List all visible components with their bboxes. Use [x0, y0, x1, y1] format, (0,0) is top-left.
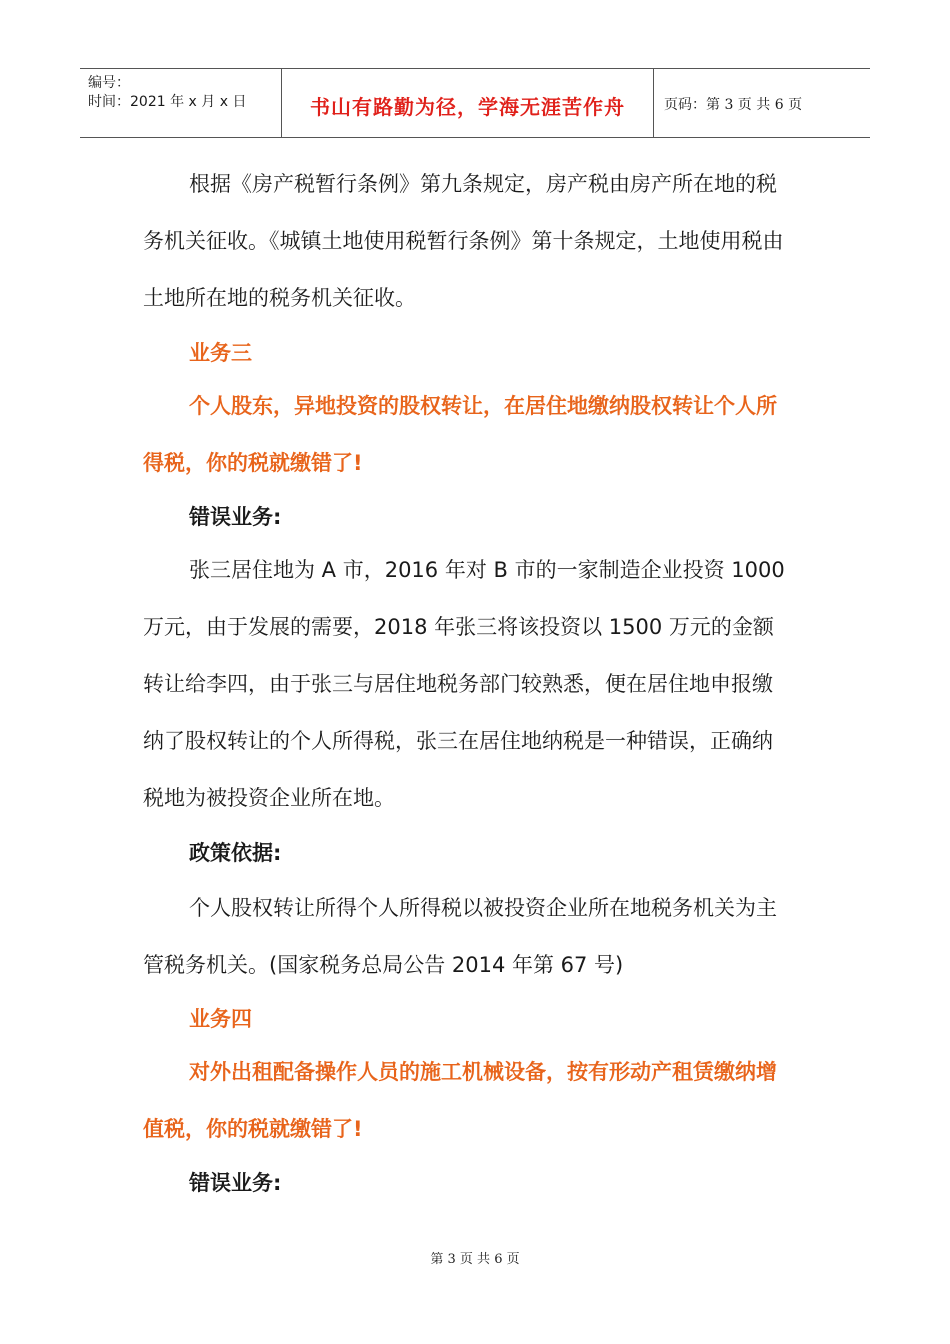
section-title-business-3: 业务三: [189, 341, 252, 365]
header-page-info: 页码：第 3 页 共 6 页: [664, 97, 803, 113]
wrong-business-label-1: 错误业务:: [189, 505, 282, 529]
paragraph-policy: 个人股权转让所得个人所得税以被投资企业所在地税务机关为主管税务机关。(国家税务总局公告 2014 年第 67 号): [143, 896, 777, 977]
paragraph-tax-collection: 根据《房产税暂行条例》第九条规定，房产税由房产所在地的税务机关征收。《城镇土地使用税暂行条例》第十条规定，土地使用税由土地所在地的税务机关征收。: [143, 172, 784, 310]
header-page-cell: [654, 69, 870, 137]
header-motto: 书山有路勤为径，学海无涯苦作舟: [310, 95, 625, 119]
document-header: [80, 68, 870, 138]
document-time-label: 时间：2021 年 x 月 x 日: [88, 94, 247, 110]
headline-business-4: 对外出租配备操作人员的施工机械设备，按有形动产租赁缴纳增值税，你的税就缴错了!: [143, 1060, 777, 1141]
document-number-label: 编号：: [88, 75, 130, 91]
wrong-business-label-2: 错误业务:: [189, 1171, 282, 1195]
page-footer: 第 3 页 共 6 页: [430, 1252, 520, 1267]
header-motto-cell: [282, 69, 654, 137]
header-meta-cell: [80, 69, 282, 137]
headline-business-3: 个人股东，异地投资的股权转让，在居住地缴纳股权转让个人所得税，你的税就缴错了!: [143, 394, 777, 475]
paragraph-case-example: 张三居住地为 A 市，2016 年对 B 市的一家制造企业投资 1000 万元，由于发展的需要，2018 年张三将该投资以 1500 万元的金额转让给李四，由于张三与居住地税务部门较熟悉，便在居住地申报缴纳了股权转让的个人所得税，张三在居住地纳税是一种错误，正确纳税地为被投资企业所在地。: [143, 558, 785, 810]
policy-basis-label: 政策依据:: [189, 841, 282, 865]
section-title-business-4: 业务四: [189, 1007, 252, 1031]
